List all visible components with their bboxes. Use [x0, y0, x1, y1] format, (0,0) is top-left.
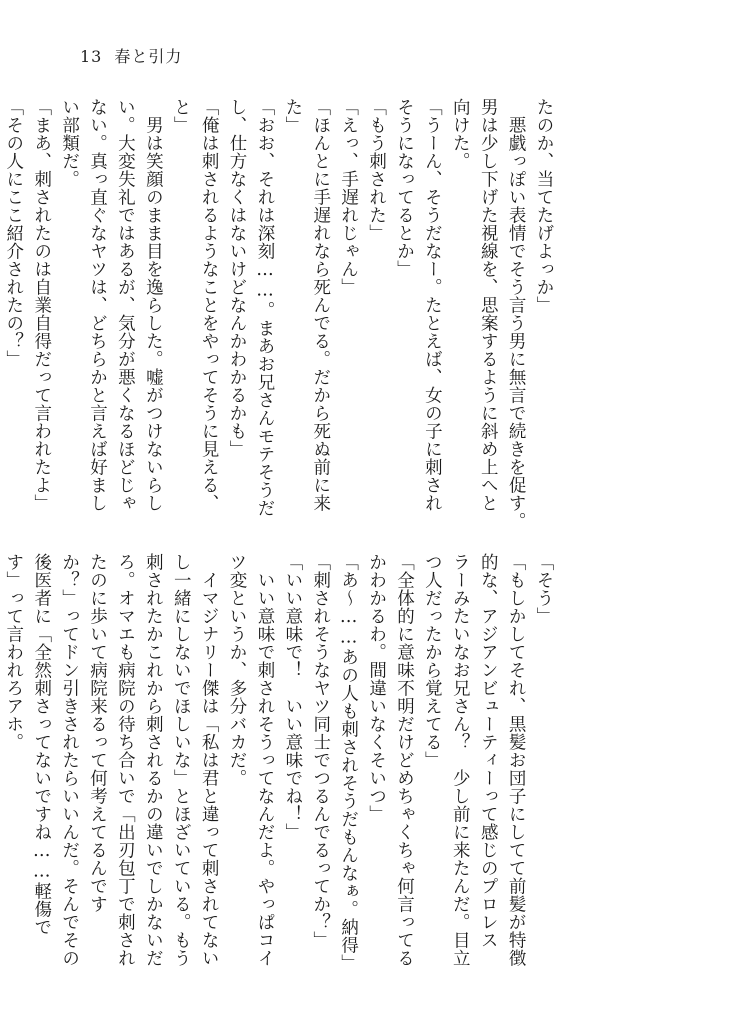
text-line: そうになってるとか」 [394, 98, 415, 278]
text-line: つ人だったから覚えてる」 [422, 553, 443, 769]
text-line: た」 [282, 98, 303, 134]
text-line: 男は少し下げた視線を、思案するように斜め上へと [478, 98, 499, 512]
text-line: 「もう刺された」 [366, 98, 387, 242]
text-line: ない。真っ直ぐなヤツは、どちらかと言えば好まし [87, 98, 108, 512]
text-line: 「刺されそうなヤツ同士でつるんでるってか？」 [310, 553, 331, 949]
text-line: 悪戯っぽい表情でそう言う男に無言で続きを促す。 [506, 98, 527, 530]
text-line: ろ。オマエも病院の待ち合いで「出刃包丁で刺され [115, 553, 136, 967]
text-line: 向けた。 [450, 98, 471, 170]
text-line: 「全体的に意味不明だけどめちゃくちゃ何言ってる [394, 553, 415, 967]
text-line: たのか、当てたげよっか」 [534, 98, 554, 314]
text-line: イマジナリー傑は「私は君と違って刺されてない [199, 553, 220, 967]
text-line: 刺されたかこれから刺されるかの違いでしかないだ [143, 553, 164, 967]
text-line: ツ変というか、多分バカだ。 [227, 553, 248, 787]
text-line: 「もしかしてそれ、黒髪お団子にしてて前髪が特徴 [506, 553, 527, 967]
text-line: 「そう」 [534, 553, 554, 625]
text-line: 「うーん、そうだなー。たとえば、女の子に刺され [422, 98, 443, 512]
text-line: 「おお、それは深刻……。まあお兄さんモテそうだ [254, 98, 275, 517]
running-header [80, 44, 182, 67]
text-line: す」って言われろアホ。 [3, 553, 24, 751]
text-line: 後医者に「全然刺さってないですね……軽傷で [31, 553, 52, 936]
page-number: 13 [80, 47, 103, 66]
text-line: し、仕方なくはないけどなんかわかるかも」 [227, 98, 248, 458]
text-line: 「俺は刺されるようなことをやってそうに見える、 [199, 98, 220, 512]
text-line: 「ほんとに手遅れなら死んでる。だから死ぬ前に来 [310, 98, 331, 512]
text-line: かわかるわ。間違いなくそいつ」 [366, 553, 387, 823]
text-line: と」 [171, 98, 192, 134]
text-line: 「その人にここ紹介されたの？」 [3, 98, 24, 368]
text-line: いい意味で刺されそうってなんだよ。やっぱコイ [254, 553, 275, 967]
text-line: し一緒にしないでほしいな」とほざいている。もう [171, 553, 192, 967]
text-line: い。大変失礼ではあるが、気分が悪くなるほどじゃ [115, 98, 136, 512]
text-line: 男は笑顔のまま目を逸らした。嘘がつけないらし [143, 98, 164, 512]
text-line: 的な、アジアンビューティーって感じのプロレス [478, 553, 499, 949]
chapter-title: 春と引力 [114, 47, 183, 66]
text-line: 「あ〜……あの人も刺されそうだもんなぁ。納得」 [338, 553, 359, 972]
text-block-lower [3, 553, 557, 972]
text-line: 「まあ、刺されたのは自業自得だって言われたよ」 [31, 98, 52, 512]
text-line: たのに歩いて病院来るって何考えてるんです [87, 553, 108, 913]
text-block-upper [3, 98, 557, 530]
text-line: か？」ってドン引きされたらいいんだ。そんでその [59, 553, 80, 967]
text-line: ラーみたいなお兄さん？ 少し前に来たんだ。目立 [450, 553, 471, 967]
text-line: い部類だ。 [59, 98, 80, 188]
text-line: 「いい意味で！ いい意味でね！」 [282, 553, 303, 841]
text-line: 「えっ、手遅れじゃん」 [338, 98, 359, 296]
